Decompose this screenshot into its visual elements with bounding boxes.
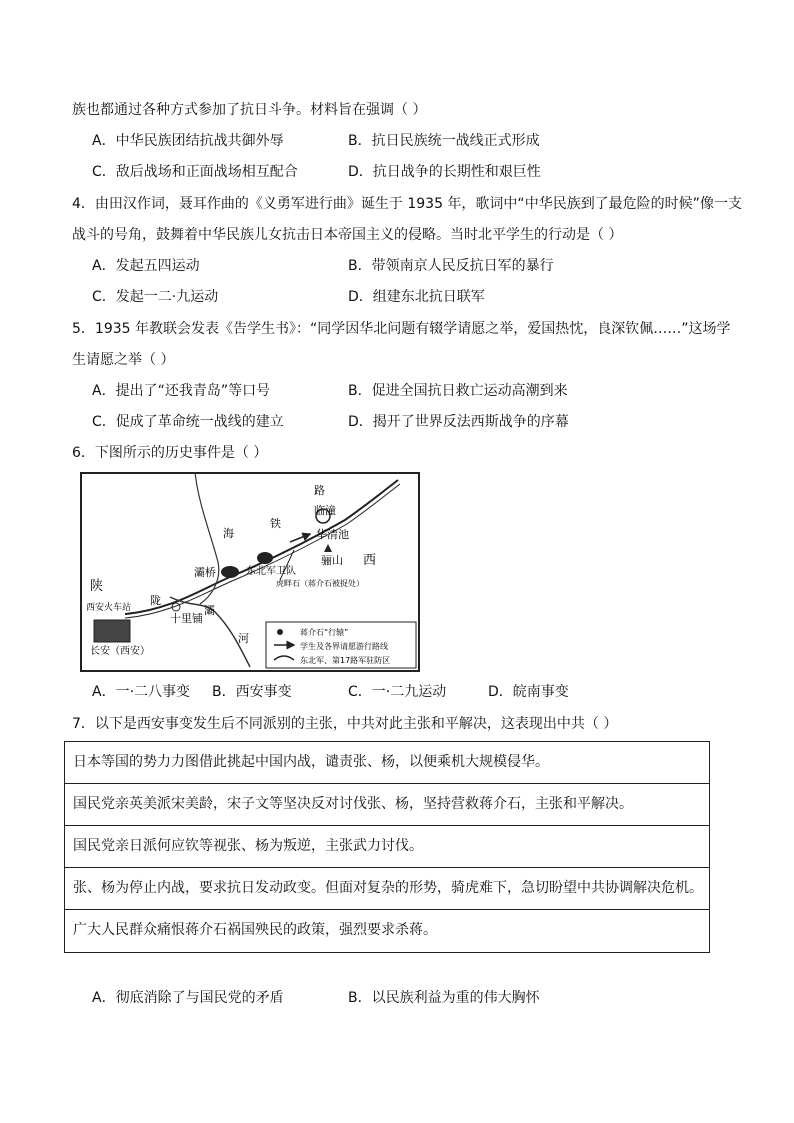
- q7-option-b[interactable]: B．以民族利益为重的伟大胸怀: [348, 990, 540, 1006]
- q3-option-b[interactable]: B．抗日民族统一战线正式形成: [348, 133, 540, 149]
- q4-stem-line2: 战斗的号角，鼓舞着中华民族儿女抗击日本帝国主义的侵略。当时北平学生的行动是（ ）: [72, 227, 623, 243]
- q7-stem: 7．以下是西安事变发生后不同派别的主张，中共对此主张和平解决，这表现出中共（ ）: [72, 716, 618, 732]
- xian-city-block: [94, 620, 130, 642]
- legend-marker-xingyuan: [277, 629, 283, 635]
- map-label-baqiao: 灞桥: [194, 566, 216, 579]
- legend-label-garrison: 东北军、第17路军驻防区: [300, 656, 391, 665]
- q7-option-a[interactable]: A．彻底消除了与国民党的矛盾: [92, 990, 284, 1006]
- q6-option-b[interactable]: B．西安事变: [212, 684, 292, 700]
- q3-option-d[interactable]: D．抗日战争的长期性和艰巨性: [348, 164, 541, 180]
- q7-table-row: 国民党亲日派何应钦等视张、杨为叛逆，主张武力讨伐。: [65, 826, 709, 868]
- q4-stem-line1: 4．由田汉作词，聂耳作曲的《义勇军进行曲》诞生于 1935 年，歌词中“中华民族到了最危险的时候”像一支: [72, 196, 742, 212]
- q4-option-b[interactable]: B．带领南京人民反抗日军的暴行: [348, 258, 554, 274]
- map-label-shaan: 陕: [90, 579, 104, 594]
- legend-label-route: 学生及各界请愿游行路线: [300, 642, 388, 651]
- q6-option-d[interactable]: D．皖南事变: [488, 684, 569, 700]
- troops-mark-2: [257, 552, 273, 564]
- map-label-long: 陇: [150, 594, 161, 607]
- map-label-dongbeijun: 东北军卫队: [246, 566, 296, 577]
- q3-option-c[interactable]: C．敌后战场和正面战场相互配合: [92, 164, 298, 180]
- map-label-tie: 铁: [270, 517, 281, 530]
- q5-stem-line1: 5．1935 年教联会发表《告学生书》：“同学因华北问题有辍学请愿之举，爱国热忱，良深钦佩……”这场学: [72, 321, 731, 337]
- map-label-huaqingchi: 华清池: [316, 528, 349, 541]
- map-label-hai: 海: [223, 527, 234, 540]
- xian-incident-map: [80, 472, 420, 672]
- map-label-xi: 西: [363, 553, 377, 568]
- map-label-lintong: 临潼: [314, 504, 336, 517]
- map-label-shilipu: 十里铺: [170, 612, 203, 625]
- q5-stem-line2: 生请愿之举（ ）: [72, 352, 175, 368]
- q7-table-row: 国民党亲英美派宋美龄，宋子文等坚决反对讨伐张、杨，坚持营救蒋介石，主张和平解决。: [65, 784, 709, 826]
- q7-table: [64, 741, 710, 953]
- q4-option-d[interactable]: D．组建东北抗日联军: [348, 289, 485, 305]
- map-label-ba: 灞: [204, 604, 215, 617]
- map-label-station: 西安火车站: [86, 603, 132, 613]
- map-label-changan: 长安（西安）: [90, 646, 150, 657]
- q6-stem: 6．下图所示的历史事件是（ ）: [72, 445, 268, 461]
- q3-option-a[interactable]: A．中华民族团结抗战共御外辱: [92, 133, 284, 149]
- q7-table-row: 日本等国的势力力图借此挑起中国内战，谴责张、杨，以便乘机大规模侵华。: [65, 742, 709, 784]
- map-label-he: 河: [238, 632, 249, 645]
- troops-mark-1: [221, 566, 239, 578]
- map-label-lishan: 骊山: [321, 554, 343, 567]
- legend-label-xingyuan: 蒋介石“行辕”: [300, 628, 349, 637]
- q7-table-row: 张、杨为停止内战，要求抗日发动政变。但面对复杂的形势，骑虎难下，急切盼望中共协调解决危机。: [65, 868, 709, 910]
- q4-option-c[interactable]: C．发起一二·九运动: [92, 289, 219, 305]
- map-label-lu: 路: [314, 484, 325, 497]
- q4-option-a[interactable]: A．发起五四运动: [92, 258, 200, 274]
- q5-option-a[interactable]: A．提出了“还我青岛”等口号: [92, 383, 271, 399]
- q6-option-c[interactable]: C．一·二九运动: [348, 684, 447, 700]
- q5-option-c[interactable]: C．促成了革命统一战线的建立: [92, 414, 284, 430]
- q5-option-b[interactable]: B．促进全国抗日救亡运动高潮到来: [348, 383, 568, 399]
- map-label-huxushi: 虎畔石（蒋介石被捉处）: [276, 579, 364, 588]
- q5-option-d[interactable]: D．揭开了世界反法西斯战争的序幕: [348, 414, 569, 430]
- q6-option-a[interactable]: A．一·二八事变: [92, 684, 191, 700]
- q3-stem: 族也都通过各种方式参加了抗日斗争。材料旨在强调（ ）: [72, 102, 427, 118]
- q7-table-row: 广大人民群众痛恨蒋介石祸国殃民的政策，强烈要求杀蒋。: [73, 922, 437, 938]
